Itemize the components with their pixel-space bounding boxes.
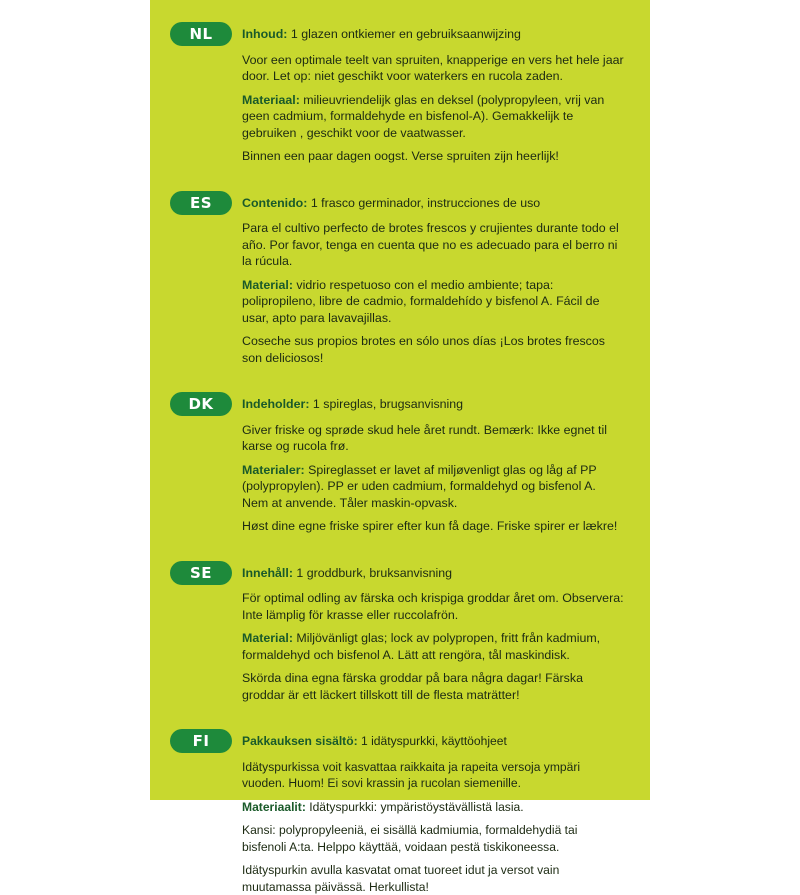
contents-text: 1 glazen ontkiemer en gebruiksaanwijzing — [287, 27, 521, 41]
description-text: Para el cultivo perfecto de brotes frescos y crujientes durante todo el año. Por favor, tenga en cuenta que no es adecuado para el berro ni la rúcula. — [242, 221, 619, 268]
description-text: För optimal odling av färska och krispiga groddar året om. Observera: Inte lämplig för krasse eller ruccolafrön. — [242, 591, 624, 622]
contents-line — [242, 191, 624, 212]
material-line — [242, 277, 624, 327]
material-text: Miljövänligt glas; lock av polypropen, fritt från kadmium, formaldehyd och bisfenol A. Lätt att rengöra, tål maskindisk. — [242, 631, 601, 662]
material-line — [242, 799, 624, 816]
material-text: Spireglasset er lavet af miljøvenligt glas og låg af PP (polypropylen). PP er uden cadmium, formaldehyd og bisfenol A. Nem at anvende. Tåler maskin-opvask. — [242, 462, 597, 510]
contents-text: 1 idätyspurkki, käyttöohjeet — [357, 734, 507, 748]
material-line — [242, 462, 624, 512]
contents-label: Contenido: — [242, 195, 308, 210]
section-fi — [170, 729, 624, 895]
material-label: Materiaalit: — [242, 799, 306, 814]
language-badge-nl: NL — [170, 22, 232, 46]
contents-line — [242, 729, 624, 750]
material-text: vidrio respetuoso con el medio ambiente; tapa: polipropileno, libre de cadmio, formaldehído y bisfenol A. Fácil de usar, apto para lavavajillas. — [242, 277, 600, 325]
harvest-text: Binnen een paar dagen oogst. Verse spruiten zijn heerlijk! — [242, 149, 559, 163]
contents-label: Indeholder: — [242, 397, 310, 411]
material-line — [242, 92, 624, 142]
section-es — [170, 191, 624, 367]
contents-line — [242, 392, 624, 413]
harvest-text: Skörda dina egna färska groddar på bara några dagar! Färska groddar är ett läckert tillskott till de flesta maträtter! — [242, 671, 583, 702]
language-badge-dk: DK — [170, 392, 232, 416]
harvest-text: Coseche sus propios brotes en sólo unos días ¡Los brotes frescos son deliciosos! — [242, 334, 605, 365]
contents-text: 1 groddburk, bruksanvisning — [292, 565, 453, 580]
material-label: Materialer: — [242, 462, 305, 477]
contents-line — [242, 22, 624, 43]
contents-label: Innehåll: — [242, 565, 293, 580]
contents-line — [242, 561, 624, 582]
material-text: milieuvriendelijk glas en deksel (polypropyleen, vrij van geen cadmium, formaldehyde en bisfenol-A). Gemakkelijk te gebruiken , geschikt voor de vaatwasser. — [242, 92, 605, 140]
material-label: Material: — [242, 631, 293, 645]
contents-label: Pakkauksen sisältö: — [242, 734, 358, 748]
material-label: Materiaal: — [242, 92, 300, 107]
description-text: Voor een optimale teelt van spruiten, knapperige en vers het hele jaar door. Let op: niet geschikt voor waterkers en rucola zaden. — [242, 52, 624, 83]
contents-text: 1 frasco germinador, instrucciones de uso — [307, 195, 541, 210]
contents-text: 1 spireglas, brugsanvisning — [309, 397, 464, 411]
section-dk — [170, 392, 624, 535]
harvest-text: Idätyspurkin avulla kasvatat omat tuoreet idut ja versot vain muutamassa päivässä. Herkullista! — [242, 863, 560, 894]
language-badge-es: ES — [170, 191, 232, 215]
section-nl — [170, 22, 624, 165]
language-badge-se: SE — [170, 561, 232, 585]
harvest-text: Høst dine egne friske spirer efter kun få dage. Friske spirer er lækre! — [242, 519, 618, 533]
product-info-panel — [150, 0, 650, 894]
lid-material-text: Kansi: polypropyleeniä, ei sisällä kadmiumia, formaldehydiä tai bisfenoli A:ta. Helppo käyttää, voidaan pestä tiskikoneessa. — [242, 823, 578, 854]
contents-label: Inhoud: — [242, 27, 288, 41]
material-label: Material: — [242, 277, 293, 292]
material-line — [242, 630, 624, 663]
section-se — [170, 561, 624, 704]
description-text: Giver friske og sprøde skud hele året rundt. Bemærk: Ikke egnet til karse og rucola frø. — [242, 422, 607, 453]
description-text: Idätyspurkissa voit kasvattaa raikkaita ja rapeita versoja ympäri vuoden. Huom! Ei sovi krassin ja rucolan siemenille. — [242, 759, 581, 790]
language-badge-fi: FI — [170, 729, 232, 753]
material-text: Idätyspurkki: ympäristöystävällistä lasia. — [305, 799, 524, 814]
